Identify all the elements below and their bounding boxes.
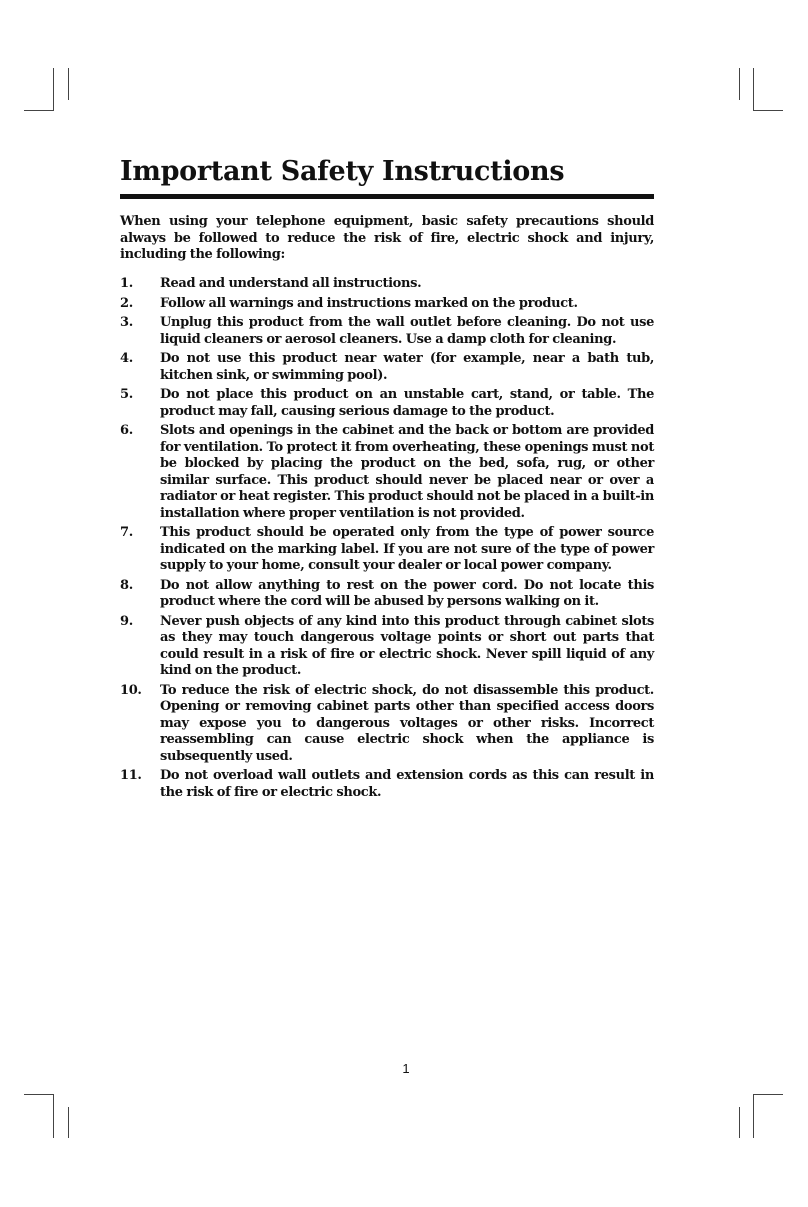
list-item: [120, 683, 654, 766]
item-number: 3.: [120, 315, 133, 330]
crop-mark-bottom-left-horizontal: [24, 1094, 54, 1095]
crop-mark-top-left-horizontal: [24, 110, 54, 111]
item-text: Read and understand all instructions.: [160, 276, 422, 291]
page-title: Important Safety Instructions: [120, 156, 565, 187]
item-text: Do not overload wall outlets and extension cords as this can result in the risk of fire or electric shock.: [160, 768, 654, 800]
item-text: Unplug this product from the wall outlet before cleaning. Do not use liquid cleaners or aerosol cleaners. Use a damp cloth for cleaning.: [160, 315, 654, 347]
item-number: 10.: [120, 682, 142, 698]
crop-mark-bottom-left-vertical-inner: [68, 1107, 69, 1138]
item-number: 7.: [120, 525, 133, 540]
item-number: 2.: [120, 295, 133, 311]
item-number: 6.: [120, 423, 133, 438]
crop-mark-bottom-left-vertical-outer: [53, 1094, 54, 1138]
crop-mark-top-right-vertical-inner: [739, 68, 740, 100]
item-number: 11.: [120, 768, 142, 783]
list-item: [120, 423, 654, 522]
intro-paragraph: When using your telephone equipment, basic safety precautions should always be followed to reduce the risk of fire, electric shock and injury, including the following:: [120, 214, 654, 262]
crop-mark-top-right-horizontal: [753, 110, 783, 111]
crop-mark-top-right-vertical-outer: [753, 68, 754, 110]
page-number: 1: [402, 1061, 410, 1076]
item-text: Slots and openings in the cabinet and the back or bottom are provided for ventilation. To protect it from overheating, these openings must not be blocked by placing the product on the bed, sofa, rug, or other similar surface. This product should never be placed near or over a radiator or heat register. This product should not be placed in a built-in installation where proper ventilation is not provided.: [160, 423, 654, 521]
item-text: This product should be operated only from the type of power source indicated on the marking label. If you are not sure of the type of power supply to your home, consult your dealer or local power company.: [160, 525, 654, 573]
list-item: [120, 578, 654, 611]
item-text: Do not place this product on an unstable cart, stand, or table. The product may fall, causing serious damage to the product.: [160, 387, 654, 419]
list-item: [120, 296, 654, 313]
list-item: [120, 315, 654, 348]
item-number: 9.: [120, 613, 133, 629]
safety-instructions-list: [120, 276, 654, 804]
crop-mark-top-left-vertical-outer: [53, 68, 54, 110]
title-rule: [120, 194, 654, 199]
list-item: [120, 276, 654, 293]
list-item: [120, 768, 654, 801]
list-item: [120, 525, 654, 575]
crop-mark-top-left-vertical-inner: [68, 68, 69, 100]
item-number: 4.: [120, 351, 133, 366]
item-number: 8.: [120, 577, 133, 593]
item-number: 1.: [120, 276, 133, 291]
item-number: 5.: [120, 387, 133, 402]
list-item: [120, 614, 654, 680]
list-item: [120, 351, 654, 384]
item-text: Do not allow anything to rest on the power cord. Do not locate this product where the cord will be abused by persons walking on it.: [160, 577, 654, 609]
crop-mark-bottom-right-vertical-inner: [739, 1107, 740, 1138]
item-text: Do not use this product near water (for example, near a bath tub, kitchen sink, or swimming pool).: [160, 351, 654, 383]
item-text: Never push objects of any kind into this product through cabinet slots as they may touch dangerous voltage points or short out parts that could result in a risk of fire or electric shock. Never spill liquid of any kind on the product.: [160, 613, 654, 678]
item-text: To reduce the risk of electric shock, do not disassemble this product. Opening or removing cabinet parts other than specified access doors may expose you to dangerous voltages or other risks. Incorrect reassembling can cause electric shock when the appliance is subsequently used.: [160, 682, 654, 764]
item-text: Follow all warnings and instructions marked on the product.: [160, 295, 578, 311]
crop-mark-bottom-right-vertical-outer: [753, 1094, 754, 1138]
list-item: [120, 387, 654, 420]
crop-mark-bottom-right-horizontal: [753, 1094, 783, 1095]
